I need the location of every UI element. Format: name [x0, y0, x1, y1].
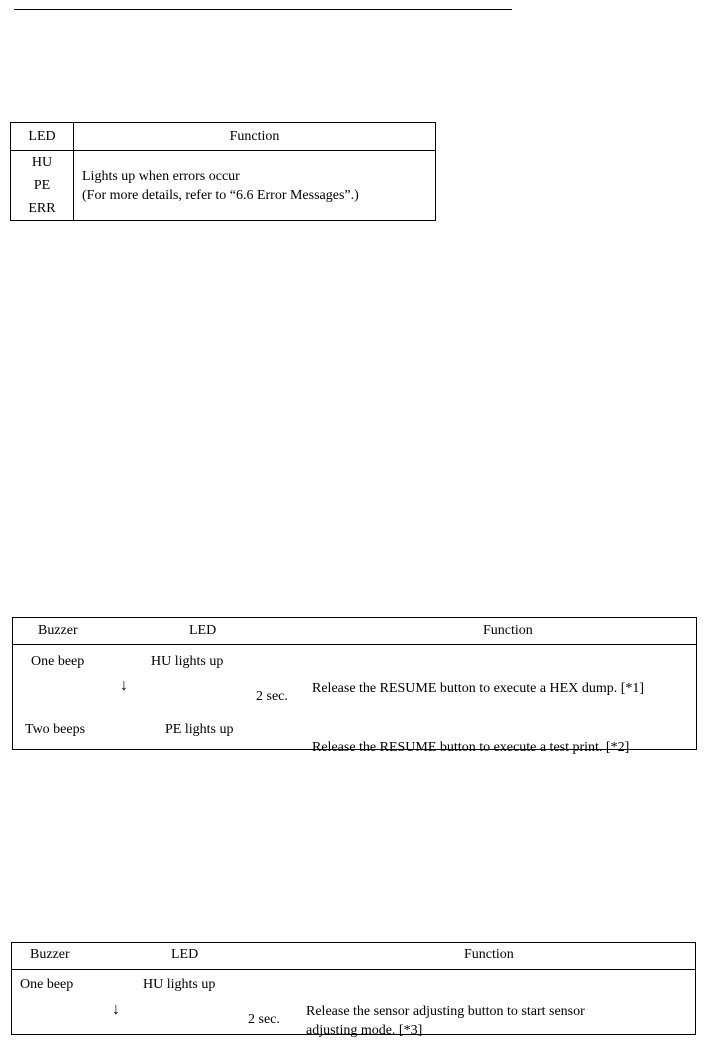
led-function-table — [10, 122, 436, 221]
header-led: LED — [11, 123, 74, 151]
row2-time: 2 sec. — [248, 1012, 280, 1027]
row3-buzzer: Two beeps — [25, 722, 86, 737]
row2-function: Release the RESUME button to execute a HEX dump. [*1] — [312, 681, 645, 696]
table-row — [11, 151, 436, 221]
table-header-row — [11, 123, 436, 151]
header-led: LED — [189, 623, 217, 638]
header-led: LED — [171, 947, 199, 962]
row1-led: HU lights up — [151, 654, 224, 669]
function-line-1: Lights up when errors occur — [82, 168, 240, 184]
down-arrow-icon: ↓ — [120, 677, 128, 694]
function-line-2: (For more details, refer to “6.6 Error Messages”.) — [82, 187, 359, 203]
top-rule — [14, 9, 512, 10]
table-header-row — [13, 618, 696, 645]
led-err: ERR — [28, 201, 56, 216]
sensor-adjust-table — [11, 942, 696, 1038]
row1-buzzer: One beep — [20, 977, 74, 992]
header-function: Function — [483, 623, 533, 638]
row1-buzzer: One beep — [31, 654, 85, 669]
function-cell — [74, 151, 436, 221]
led-pe: PE — [33, 178, 51, 193]
row2-function: Release the sensor adjusting button to start sensor adjusting mode. [*3] — [306, 1004, 585, 1038]
header-buzzer: Buzzer — [38, 623, 78, 638]
table-header-row — [12, 943, 695, 970]
header-function: Function — [74, 123, 436, 151]
row2-time: 2 sec. — [256, 689, 288, 704]
row3-led: PE lights up — [165, 722, 234, 737]
header-buzzer: Buzzer — [30, 947, 70, 962]
header-function: Function — [464, 947, 514, 962]
row1-led: HU lights up — [143, 977, 216, 992]
led-hu: HU — [31, 155, 53, 170]
hex-dump-table — [12, 617, 697, 755]
led-list — [11, 151, 74, 221]
row4-function: Release the RESUME button to execute a test print. [*2] — [312, 740, 630, 755]
down-arrow-icon: ↓ — [112, 1001, 120, 1018]
